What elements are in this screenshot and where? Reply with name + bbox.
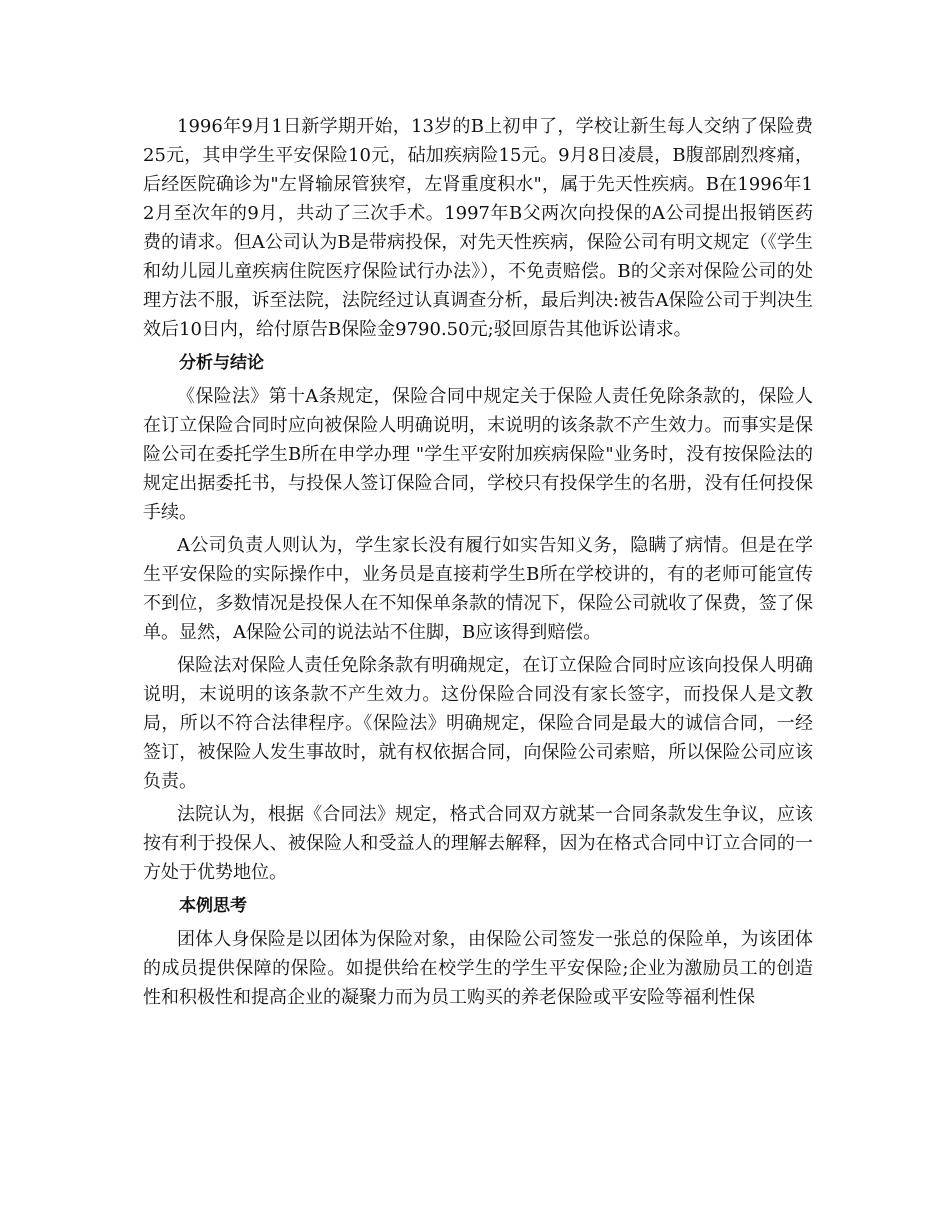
analysis-heading: 分析与结论 [179, 353, 264, 373]
analysis-paragraph-1: 《保险法》第十A条规定，保险合同中规定关于保险人责任免除条款的，保险人在订立保险合同时应向被保险人明确说明，末说明的该条款不产生效力。而事实是保险公司在委托学生B所在申学办理 "学生平安附加疾病保险"业务时，没有按保险法的规定出据委托书，与投保人签订保险合同，学校只有投保学生的名册，没有任何投保手续。 [143, 386, 813, 523]
reflection-heading: 本例思考 [179, 896, 247, 916]
analysis-paragraph-3: 保险法对保险人责任免除条款有明确规定，在订立保险合同时应该向投保人明确说明，末说明的该条款不产生效力。这份保险合同没有家长签字，而投保人是文教局，所以不符合法律程序。《保险法》明确规定，保险合同是最大的诚信合同，一经签订，被保险人发生事故时，就有权依据合同，向保险公司索赔，所以保险公司应该负责。 [143, 655, 813, 792]
reflection-paragraph: 团体人身保险是以团体为保险对象，由保险公司签发一张总的保险单，为该团体的成员提供保障的保险。如提供给在校学生的学生平安保险;企业为激励员工的创造性和积极性和提高企业的凝聚力而为员工购买的养老保险或平安险等福利性保 [143, 929, 813, 1008]
analysis-paragraph-4: 法院认为，根据《合同法》规定，格式合同双方就某一合同条款发生争议，应该按有利于投保人、被保险人和受益人的理解去解释，因为在格式合同中订立合同的一方处于优势地位。 [143, 804, 813, 883]
case-paragraph: 1996年9月1日新学期开始，13岁的B上初申了，学校让新生每人交纳了保险费25元，其申学生平安保险10元，砧加疾病险15元。9月8日凌晨，B腹部剧烈疼痛，后经医院确诊为"左肾输尿管狭窄，左肾重度积水"，属于先天性疾病。B在1996年12月至次年的9月，共动了三次手术。1997年B父两次向投保的A公司提出报销医药费的请求。但A公司认为B是带病投保，对先天性疾病，保险公司有明文规定（《学生和幼儿园儿童疾病住院医疗保险试行办法》），不免责赔偿。B的父亲对保险公司的处理方法不服，诉至法院，法院经过认真调查分析，最后判决:被告A保险公司于判决生效后10日内，给付原告B保险金9790.50元;驳回原告其他诉讼请求。 [143, 116, 813, 340]
document-body [143, 112, 813, 1016]
analysis-paragraph-2: A公司负责人则认为，学生家长没有履行如实告知义务，隐瞒了病情。但是在学生平安保险的实际操作中，业务员是直接莉学生B所在学校讲的，有的老师可能宣传不到位，多数情况是投保人在不知保单条款的情况下，保险公司就收了保费，签了保单。显然，A保险公司的说法站不住脚，B应该得到赔偿。 [143, 535, 813, 643]
